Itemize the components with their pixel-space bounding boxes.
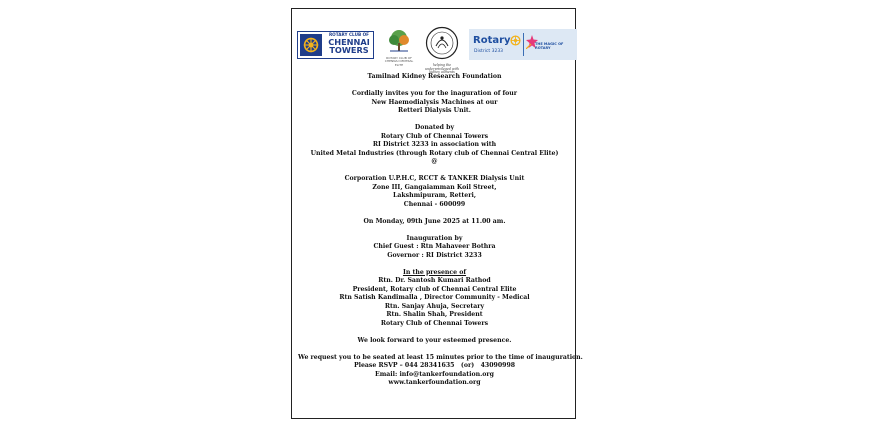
presence-line: Rotary Club of Chennai Towers [380, 319, 489, 327]
website-link[interactable]: www.tankerfoundation.org [388, 379, 481, 386]
closing-line: We look forward to your esteemed presence. [357, 336, 512, 344]
rotary-text: Rotary [473, 35, 511, 46]
rsvp-line: Please RSVP – 044 28341635 (or) 43090998 [353, 362, 516, 369]
rcct-line3: TOWERS [329, 45, 369, 56]
logo-strip [295, 28, 574, 75]
footer-line: We request you to be seated at least 15 minutes prior to the time of inauguration. [298, 353, 583, 361]
rotary-district-logo [469, 29, 577, 60]
tanker-seal-icon [425, 26, 459, 60]
invitation-body [298, 73, 583, 388]
donated-line: Rotary Club of Chennai Towers [380, 132, 489, 140]
presence-line: President, Rotary club of Chennai Central Elite [352, 285, 517, 293]
donated-line: Donated by [414, 124, 455, 131]
presence-line: Rtn Satish Kandimalla , Director Community - Medical [339, 294, 530, 301]
invite-line: Retteri Dialysis Unit. [398, 107, 471, 114]
presence-heading: In the presence of [402, 268, 467, 276]
rotary-wheel-icon [510, 35, 521, 46]
tanker-tagline: helping the underprivileged with kidney ailments [425, 63, 459, 75]
venue-line: Chennai - 600099 [403, 200, 466, 208]
rcct-line1: ROTARY CLUB OF [328, 32, 370, 37]
logo-divider [523, 33, 524, 56]
event-datetime: On Monday, 09th June 2025 at 11.00 am. [363, 217, 506, 225]
invitation-card [291, 8, 583, 419]
inauguration-line: Governor : RI District 3233 [387, 251, 482, 259]
venue-line: Zone III, Gangaiamman Koil Street, [372, 183, 497, 191]
presence-line: Rtn. Shalin Shah, President [386, 311, 483, 318]
central-elite-caption: ROTARY CLUB OF CHENNAI CENTRAL ELITE [384, 56, 414, 67]
organization-name: Tamilnad Kidney Research Foundation [367, 73, 502, 80]
venue-line: Lakshmipuram, Retteri, [393, 192, 476, 199]
donated-line: RI District 3233 in association with [372, 141, 497, 148]
donated-line: @ [431, 158, 438, 165]
central-elite-logo [384, 29, 414, 67]
district-text: District 3233 [474, 49, 504, 54]
venue-line: Corporation U.P.H.C, RCCT & TANKER Dialysis Unit [344, 175, 525, 182]
inauguration-line: Inauguration by [406, 234, 463, 242]
email-link[interactable]: Email: info@tankerfoundation.org [375, 370, 494, 378]
donated-line: United Metal Industries (through Rotary club of Chennai Central Elite) [310, 149, 559, 157]
rcct-line2: CHENNAI [328, 37, 370, 48]
presence-line: Rtn. Dr. Santosh Kumari Rathod [378, 277, 491, 284]
rotary-club-chennai-towers-logo [297, 31, 374, 59]
invite-line: Cordially invites you for the inaguration of four [351, 90, 518, 97]
presence-line: Rtn. Sanjay Ahuja, Secretary [384, 302, 485, 310]
rotary-wheel-icon [300, 34, 322, 56]
invite-line: New Haemodialysis Machines at our [371, 98, 498, 106]
tree-icon [386, 29, 412, 53]
tanker-foundation-logo [422, 26, 462, 75]
inauguration-line: Chief Guest : Rtn Mahaveer Bothra [373, 243, 496, 250]
magic-text: THE MAGIC OF ROTARY [535, 42, 564, 50]
